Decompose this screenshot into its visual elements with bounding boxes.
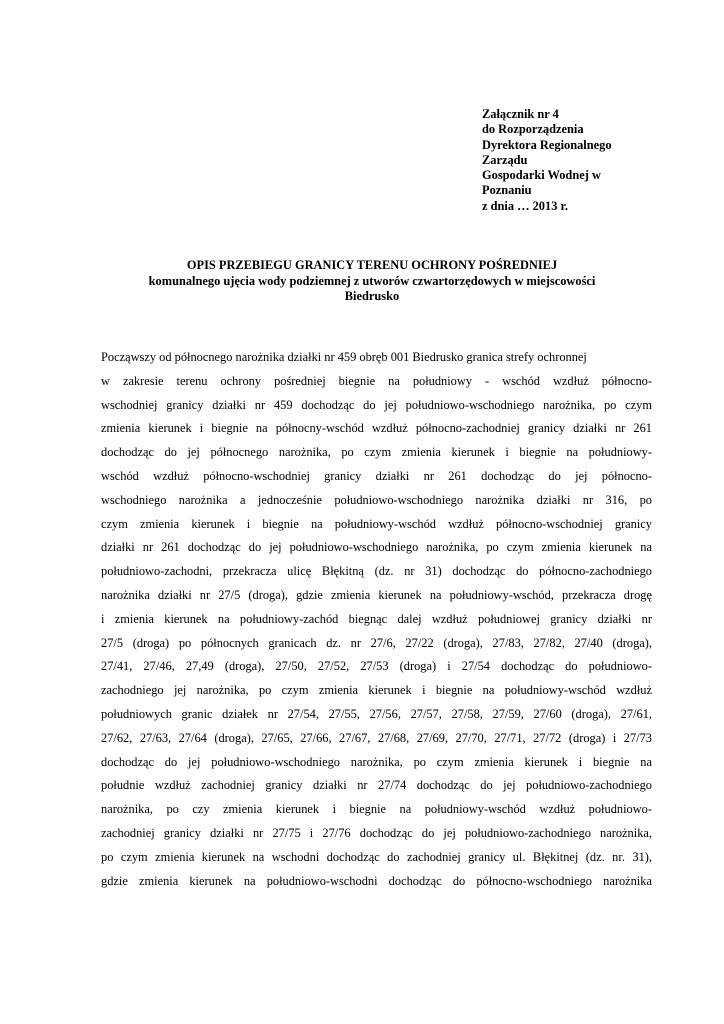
document-title: OPIS PRZEBIEGU GRANICY TERENU OCHRONY POŚREDNIEJ xyxy=(186,258,558,272)
paragraph-line: 27/62, 27/63, 27/64 (droga), 27/65, 27/66, 27/67, 27/68, 27/69, 27/70, 27/71, 27/72 (droga) i 27/73 xyxy=(101,730,652,745)
document-heading xyxy=(90,258,654,305)
annex-header xyxy=(482,107,642,214)
document-subtitle-line: Biedrusko xyxy=(344,289,400,303)
paragraph-line: narożnika działki nr 27/5 (droga), gdzie zmienia kierunek na południowy-wschód, przekracza drogę xyxy=(101,587,652,602)
paragraph-line: wschodniego narożnika a jednocześnie południowo-wschodniego narożnika działki nr 316, po xyxy=(101,492,652,507)
paragraph-line: Począwszy od północnego narożnika działki nr 459 obręb 001 Biedrusko granica strefy ochronnej xyxy=(101,350,587,364)
paragraph-line: narożnika, po czy zmienia kierunek i biegnie na południowy-wschód wzdłuż południowo- xyxy=(101,802,652,817)
paragraph-line: zachodniej granicy działki nr 27/75 i 27/76 dochodząc do jej południowo-zachodniego narożnika, xyxy=(101,825,652,840)
document-subtitle-line: komunalnego ujęcia wody podziemnej z utworów czwartorzędowych w miejscowości xyxy=(148,273,596,288)
paragraph-line: i zmienia kierunek na południowy-zachód biegnąc dalej wzdłuż południowej granicy działki nr xyxy=(101,611,652,626)
annex-line: Gospodarki Wodnej w xyxy=(482,168,601,183)
paragraph-line: gdzie zmienia kierunek na południowo-wschodni dochodząc do północno-wschodniego narożnika xyxy=(101,873,652,888)
paragraph-line: 27/5 (droga) po północnych granicach dz. nr 27/6, 27/22 (droga), 27/83, 27/82, 27/40 (droga), xyxy=(101,635,652,650)
paragraph-line: zmienia kierunek i biegnie na północny-wschód wzdłuż północno-zachodniej granicy działki nr 261 xyxy=(101,421,652,436)
paragraph-line: 27/41, 27/46, 27,49 (droga), 27/50, 27/52, 27/53 (droga) i 27/54 dochodząc do południowo- xyxy=(101,659,652,674)
annex-line: Załącznik nr 4 xyxy=(482,107,559,121)
paragraph-line: południowo-zachodni, przekracza ulicę Błękitną (dz. nr 31) dochodząc do północno-zachodniego xyxy=(101,564,652,579)
paragraph-line: wschodniej granicy działki nr 459 dochodząc do jej południowo-wschodniego narożnika, po czym xyxy=(101,397,652,412)
annex-line: Poznaniu xyxy=(482,183,532,198)
annex-line: Dyrektora Regionalnego xyxy=(482,137,612,152)
paragraph-line: dochodząc do jej południowo-wschodniego narożnika, po czym zmienia kierunek i biegnie na xyxy=(101,754,652,769)
paragraph-line: zachodniego jej narożnika, po czym zmienia kierunek i biegnie na południowy-wschód wzdłuż xyxy=(101,683,652,698)
paragraph-line: dochodząc do jej północnego narożnika, po czym zmienia kierunek i biegnie na południowy- xyxy=(101,445,652,460)
annex-line: Zarządu xyxy=(482,152,528,167)
body-paragraph xyxy=(101,346,652,893)
paragraph-line: w zakresie terenu ochrony pośredniej biegnie na południowy - wschód wzdłuż północno- xyxy=(101,373,652,388)
paragraph-line: po czym zmienia kierunek na wschodni dochodząc do zachodniej granicy ul. Błękitnej (dz. nr. 31), xyxy=(101,849,652,864)
paragraph-line: działki nr 261 dochodząc do jej południowo-wschodniego narożnika, po czym zmienia kierunek na xyxy=(101,540,652,555)
paragraph-line: wschód wzdłuż północno-wschodniej granicy działki nr 261 dochodząc do jej północno- xyxy=(101,468,652,483)
paragraph-line: południowych granic działek nr 27/54, 27/55, 27/56, 27/57, 27/58, 27/59, 27/60 (droga), 27/61, xyxy=(101,706,652,721)
paragraph-line: południe wzdłuż zachodniej granicy działki nr 27/74 dochodząc do jej południowo-zachodniego xyxy=(101,778,652,793)
paragraph-line: czym zmienia kierunek i biegnie na południowy-wschód wzdłuż północno-wschodniej granicy xyxy=(101,516,652,531)
annex-line: do Rozporządzenia xyxy=(482,122,584,137)
annex-line: z dnia … 2013 r. xyxy=(482,198,568,213)
